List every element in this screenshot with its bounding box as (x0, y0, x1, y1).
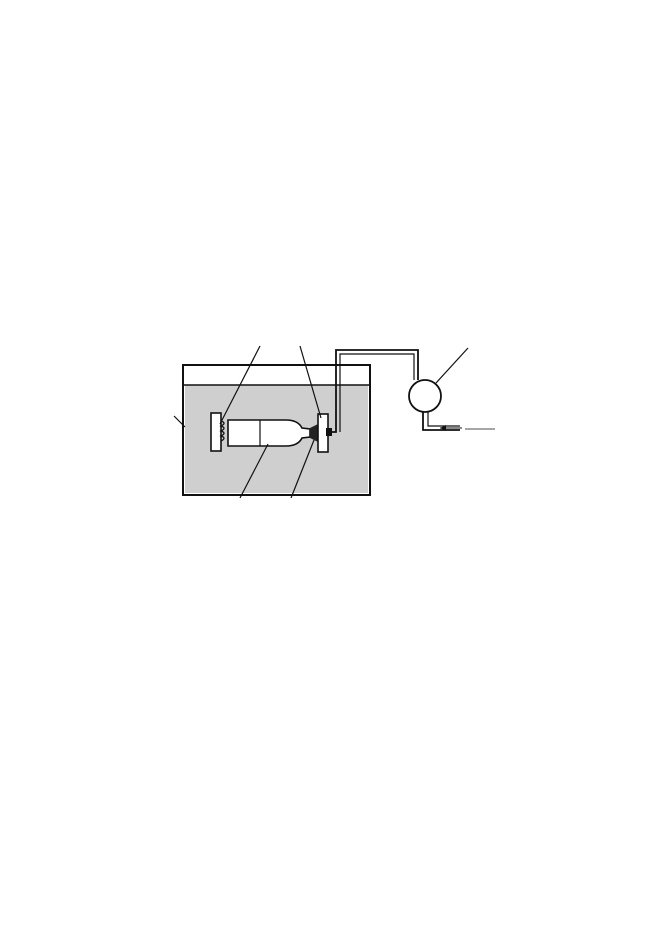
left-stop (211, 413, 221, 451)
sample-container (228, 420, 310, 446)
pressure-gauge (409, 380, 441, 412)
figure-3-diagram (150, 328, 530, 528)
